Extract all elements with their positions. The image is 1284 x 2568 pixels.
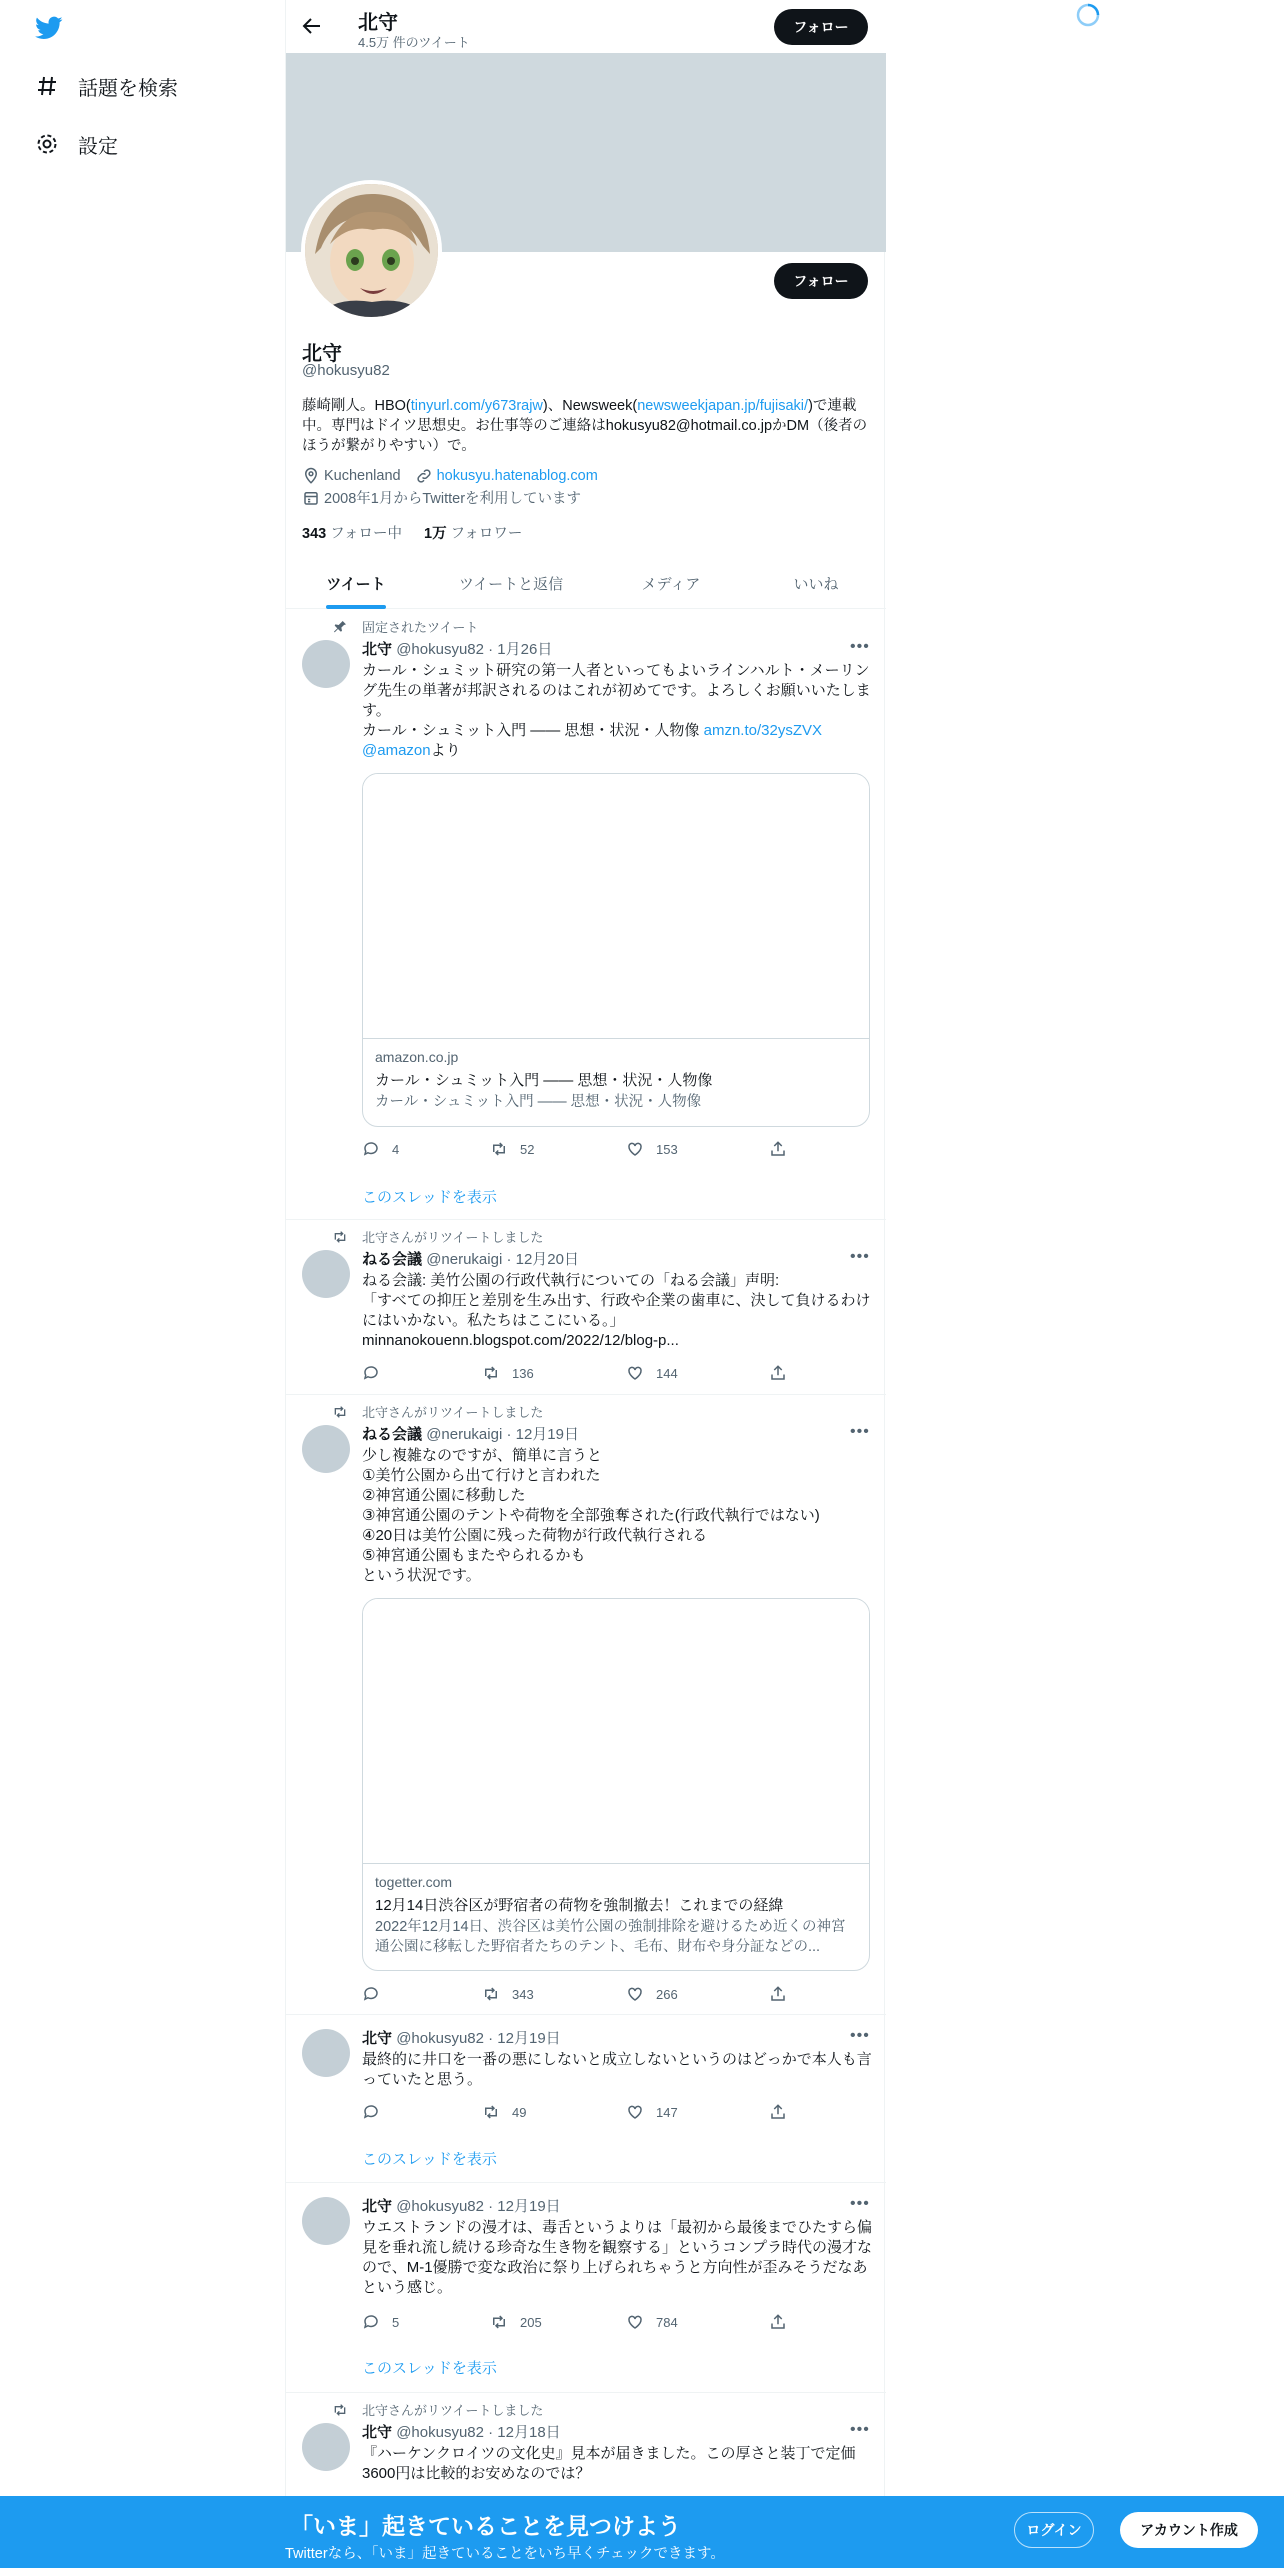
tweet-text: 『ハーケンクロイツの文化史』見本が届きました。この厚さと装丁で定価3600円は比較的お安めなのでは？ <box>362 2445 856 2482</box>
card-description: 2022年12月14日、渋谷区は美竹公園の強制排除を避けるため近くの神宮通公園に移転した野宿者たちのテント、毛布、財布や身分証などの... <box>375 1919 846 1955</box>
link-card[interactable] <box>362 773 870 1127</box>
tweet-link[interactable]: amzn.to/32ysZVX <box>703 722 822 739</box>
calendar-icon <box>302 489 320 507</box>
share-icon <box>769 2313 787 2331</box>
like-action[interactable] <box>626 1140 678 1158</box>
loading-spinner-icon <box>1074 1 1102 29</box>
tweet-avatar[interactable] <box>302 1425 350 1473</box>
card-description: カール・シュミット入門 —— 思想・状況・人物像 <box>375 1094 702 1110</box>
card-title: カール・シュミット入門 —— 思想・状況・人物像 <box>375 1072 713 1089</box>
login-button[interactable]: ログイン <box>1014 2512 1094 2548</box>
active-tab-indicator <box>326 605 386 609</box>
like-count: 147 <box>656 2104 678 2120</box>
profile-tabs <box>286 560 886 609</box>
following-link[interactable] <box>302 526 402 542</box>
more-options-icon[interactable]: ••• <box>850 2195 870 2212</box>
more-options-icon[interactable]: ••• <box>850 638 870 655</box>
profile-handle: @hokusyu82 <box>302 362 390 379</box>
share-icon <box>769 1364 787 1382</box>
retweet-icon <box>490 2313 508 2331</box>
context-text: 固定されたツイート <box>362 620 479 635</box>
reply-icon <box>362 2103 380 2121</box>
tweet-header <box>362 2027 561 2048</box>
share-icon <box>769 1140 787 1158</box>
bio-link[interactable]: tinyurl.com/y673rajw <box>410 398 543 414</box>
retweet-icon <box>482 2103 500 2121</box>
reply-action[interactable] <box>362 2103 392 2121</box>
tweet-item[interactable] <box>286 2183 886 2393</box>
profile-website[interactable]: hokusyu.hatenablog.com <box>436 468 598 484</box>
pin-icon <box>332 619 348 635</box>
retweet-context <box>332 1402 543 1421</box>
retweet-icon <box>482 1985 500 2003</box>
following-count: 343 <box>302 526 327 542</box>
like-count: 153 <box>656 1141 678 1157</box>
bio-link[interactable]: newsweekjapan.jp/fujisaki/ <box>637 398 809 414</box>
avatar-illustration <box>305 184 438 317</box>
link-card[interactable] <box>362 1598 870 1971</box>
more-options-icon[interactable]: ••• <box>850 2421 870 2438</box>
reply-icon <box>362 2313 380 2331</box>
header-follow-button[interactable]: フォロー <box>774 9 868 45</box>
like-action[interactable] <box>626 1364 678 1382</box>
more-options-icon[interactable]: ••• <box>850 1248 870 1265</box>
followers-label: フォロワー <box>450 526 523 542</box>
tab-tweets-replies[interactable]: ツイートと返信 <box>458 576 564 593</box>
share-action[interactable] <box>769 2103 799 2121</box>
reply-count: 5 <box>392 2314 400 2330</box>
share-icon <box>769 2103 787 2121</box>
back-arrow-icon[interactable] <box>300 14 324 38</box>
profile-stats <box>302 522 522 543</box>
tweet-author-meta[interactable]: @hokusyu82 · 12月19日 <box>396 2198 561 2215</box>
tweet-text-segment: より <box>430 742 461 759</box>
profile-follow-button[interactable]: フォロー <box>774 263 868 299</box>
tweet-actions <box>362 1985 792 2005</box>
tweet-author-name[interactable]: 北守 <box>362 2424 393 2441</box>
signup-banner-subtitle: Twitterなら、「いま」起きていることをいち早くチェックできます。 <box>285 2546 725 2562</box>
retweet-action[interactable] <box>482 2103 526 2121</box>
tweet-author-name[interactable]: 北守 <box>362 2030 393 2047</box>
main-column <box>285 0 885 2568</box>
more-options-icon[interactable]: ••• <box>850 2027 870 2044</box>
tweet-actions <box>362 1140 792 1160</box>
retweet-action[interactable] <box>490 1140 534 1158</box>
following-label: フォロー中 <box>330 526 403 542</box>
tweet-avatar[interactable] <box>302 2197 350 2245</box>
retweet-icon <box>332 2402 348 2418</box>
tweet-text: ねる会議: 美竹公園の行政代執行についての「ねる会議」声明: 「すべての抑圧と差別を生み出す、行政や企業の歯車に、決して負けるわけにはいかない。私たちはここにいる。」 <box>362 1272 871 1329</box>
heart-icon <box>626 1140 644 1158</box>
retweet-count: 49 <box>512 2104 527 2120</box>
retweet-icon <box>490 1140 508 1158</box>
tweet-author-meta[interactable]: @hokusyu82 · 12月18日 <box>396 2424 561 2441</box>
show-thread-link[interactable]: このスレッドを表示 <box>362 2151 497 2168</box>
profile-meta-row <box>302 467 598 485</box>
tweet-link[interactable]: minnanokouenn.blogspot.com/2022/12/blog-p... <box>362 1332 679 1349</box>
hashtag-icon <box>34 73 60 99</box>
location-icon <box>302 467 320 485</box>
tweet-actions <box>362 2313 792 2333</box>
tweet-avatar[interactable] <box>302 2423 350 2471</box>
profile-location: Kuchenland <box>324 468 401 484</box>
signup-banner <box>0 2496 1284 2568</box>
profile-bio <box>302 396 870 456</box>
card-domain: togetter.com <box>375 1874 453 1890</box>
followers-link[interactable] <box>424 526 522 542</box>
retweet-icon <box>482 1364 500 1382</box>
reply-icon <box>362 1985 380 2003</box>
tweet-actions <box>362 2103 792 2123</box>
tweet-avatar[interactable] <box>302 1250 350 1298</box>
context-text: 北守さんがリツイートしました <box>362 1230 544 1245</box>
retweet-action[interactable] <box>490 2313 542 2331</box>
tweet-text: 少し複雑なのですが、簡単に言うと ①美竹公園から出て行けと言われた ②神宮通公園に移動した ③神宮通公園のテントや荷物を全部強奪された(行政代執行ではない) ④20日は美竹公園に残った荷物が行政代執行される ⑤神宮通公園もまたやられるかも という状況です。 <box>362 1447 820 1584</box>
header-name: 北守 <box>358 12 398 34</box>
share-action[interactable] <box>769 1364 799 1382</box>
nav-settings[interactable] <box>34 124 118 164</box>
retweet-icon <box>332 1229 348 1245</box>
card-title: 12月14日渋谷区が野宿者の荷物を強制撤去！これまでの経緯 <box>375 1897 784 1914</box>
tweet-avatar[interactable] <box>302 640 350 688</box>
tweet-author-meta[interactable]: @nerukaigi · 12月19日 <box>426 1426 579 1443</box>
reply-action[interactable] <box>362 1985 392 2003</box>
more-options-icon[interactable]: ••• <box>850 1423 870 1440</box>
card-domain: amazon.co.jp <box>375 1049 459 1065</box>
reply-icon <box>362 1140 380 1158</box>
tweet-author-name[interactable]: 北守 <box>362 2198 393 2215</box>
reply-count: 4 <box>392 1141 400 1157</box>
tweet-text <box>362 661 872 761</box>
like-action[interactable] <box>626 1985 678 2003</box>
nav-settings-label: 設定 <box>78 135 118 158</box>
show-thread-link[interactable]: このスレッドを表示 <box>362 2360 497 2377</box>
like-action[interactable] <box>626 2103 678 2121</box>
show-thread-link[interactable]: このスレッドを表示 <box>362 1189 497 1206</box>
gear-icon <box>34 131 60 157</box>
tweet-header <box>362 2195 561 2216</box>
profile-name: 北守 <box>302 343 342 365</box>
tab-likes[interactable]: いいね <box>793 576 839 593</box>
retweet-count: 205 <box>520 2314 542 2330</box>
header-tweet-count: 4.5万 件のツイート <box>358 35 470 50</box>
card-image <box>363 774 869 1039</box>
tweet-mention[interactable]: @amazon <box>362 742 431 759</box>
tweet-text: 最終的に井口を一番の悪にしないと成立しないというのはどっかで本人も言っていたと思う。 <box>362 2051 872 2088</box>
heart-icon <box>626 1985 644 2003</box>
context-text: 北守さんがリツイートしました <box>362 2403 544 2418</box>
tweet-text-segment: カール・シュミット入門 —— 思想・状況・人物像 <box>362 722 704 739</box>
tweet-author-name[interactable]: ねる会議 <box>362 1426 423 1443</box>
tweet-author-meta[interactable]: @hokusyu82 · 12月19日 <box>396 2030 561 2047</box>
signup-button[interactable]: アカウント作成 <box>1120 2512 1258 2548</box>
retweet-count: 343 <box>512 1986 534 2002</box>
nav-explore-label: 話題を検索 <box>78 77 178 100</box>
tweet-text-line <box>362 721 872 761</box>
tab-media[interactable]: メディア <box>641 576 701 593</box>
retweet-count: 136 <box>512 1365 534 1381</box>
tweet-author-meta[interactable]: @hokusyu82 · 1月26日 <box>396 641 553 658</box>
retweet-action[interactable] <box>482 1364 534 1382</box>
heart-icon <box>626 2313 644 2331</box>
profile-joined: 2008年1月からTwitterを利用しています <box>324 491 582 507</box>
tweet-item[interactable] <box>286 1220 886 1395</box>
tweet-avatar[interactable] <box>302 2029 350 2077</box>
tweet-header <box>362 638 552 659</box>
share-action[interactable] <box>769 1140 799 1158</box>
tweet-item[interactable] <box>286 2393 886 2503</box>
tweet-header <box>362 1423 579 1444</box>
signup-banner-title: 「いま」起きていることを見つけよう <box>290 2513 681 2539</box>
tweet-item[interactable] <box>286 1395 886 2015</box>
followers-count: 1万 <box>424 526 447 542</box>
tweet-item[interactable] <box>286 2015 886 2183</box>
retweet-icon <box>332 1404 348 1420</box>
share-action[interactable] <box>769 2313 799 2331</box>
like-count: 266 <box>656 1986 678 2002</box>
like-count: 784 <box>656 2314 678 2330</box>
tweet-actions <box>362 1364 792 1384</box>
heart-icon <box>626 2103 644 2121</box>
card-image <box>363 1599 869 1864</box>
profile-joined-row <box>302 487 581 508</box>
tweet-text-line: カール・シュミット研究の第一人者といってもよいラインハルト・メーリング先生の単著が邦訳されるのはこれが初めてです。よろしくお願いいたします。 <box>362 662 871 719</box>
tweet-text: ウエストランドの漫才は、毒舌というよりは「最初から最後までひたすら偏見を垂れ流し続ける珍奇な生き物を観察する」というコンプラ時代の漫才なので、M-1優勝で変な政治に祭り上げられちゃうと方向性が歪みそうだなあという感じ。 <box>362 2219 873 2296</box>
heart-icon <box>626 1364 644 1382</box>
tweet-item[interactable] <box>286 610 886 1220</box>
profile-header-bar <box>286 0 886 53</box>
reply-action[interactable] <box>362 2313 399 2331</box>
tweet-author-name[interactable]: 北守 <box>362 641 393 658</box>
tab-tweets[interactable]: ツイート <box>326 576 386 593</box>
share-action[interactable] <box>769 1985 799 2003</box>
retweet-action[interactable] <box>482 1985 534 2003</box>
pinned-context <box>332 617 478 636</box>
share-icon <box>769 1985 787 2003</box>
like-action[interactable] <box>626 2313 678 2331</box>
like-count: 144 <box>656 1365 678 1381</box>
nav-explore[interactable] <box>34 66 178 106</box>
reply-action[interactable] <box>362 1364 392 1382</box>
profile-avatar[interactable] <box>301 180 442 321</box>
tweet-author-meta[interactable]: @nerukaigi · 12月20日 <box>426 1251 579 1268</box>
bio-text: )、Newsweek( <box>542 398 638 414</box>
tweet-header <box>362 2421 561 2442</box>
retweet-context <box>332 2400 543 2419</box>
tweet-header <box>362 1248 579 1269</box>
reply-action[interactable] <box>362 1140 399 1158</box>
bio-text: )で連載中。専門はドイツ思想史。お仕事等のご連絡はhokusyu82@hotmail.co.jpかDM（後者のほうが繋がりやすい）で。 <box>302 398 868 454</box>
bio-text: 藤崎剛人。HBO( <box>302 398 411 414</box>
reply-icon <box>362 1364 380 1382</box>
retweet-count: 52 <box>520 1141 535 1157</box>
context-text: 北守さんがリツイートしました <box>362 1405 544 1420</box>
link-icon <box>415 467 433 485</box>
tweet-author-name[interactable]: ねる会議 <box>362 1251 423 1268</box>
retweet-context <box>332 1227 543 1246</box>
twitter-logo-icon[interactable] <box>33 14 65 42</box>
